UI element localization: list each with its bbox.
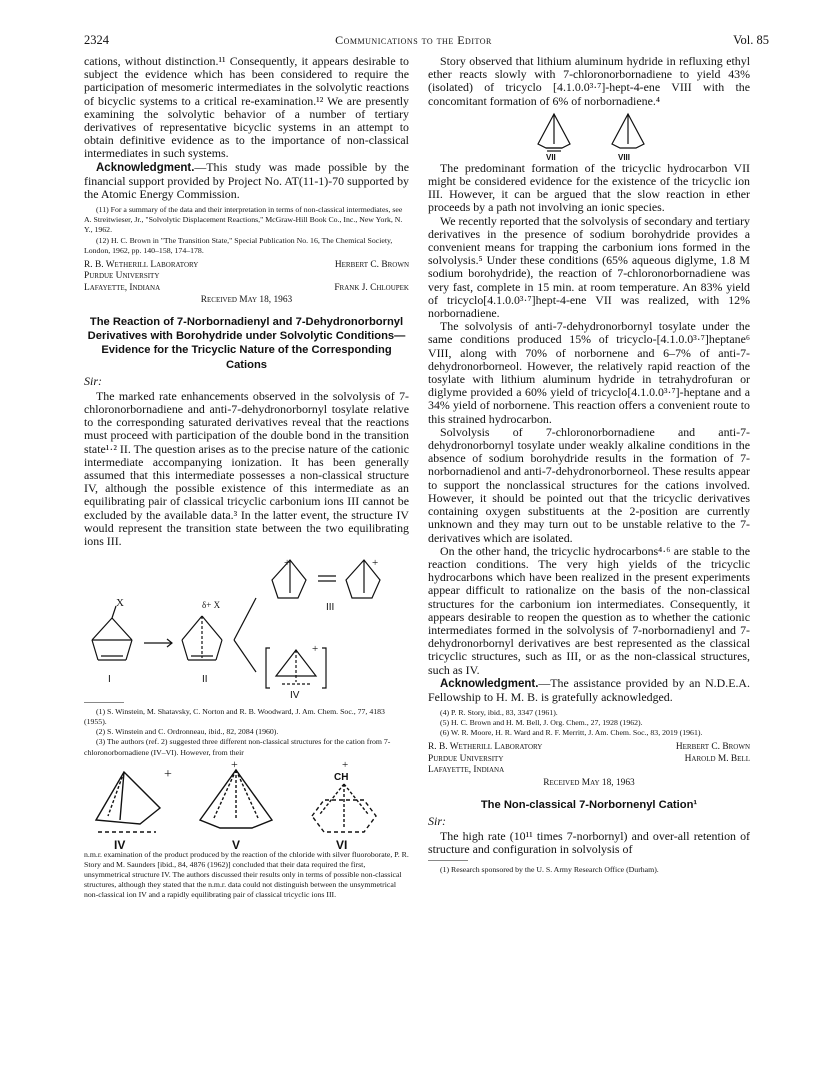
received-date-1: Received May 18, 1963	[200, 294, 293, 305]
nonclassical-structures-figure	[84, 758, 409, 850]
footnote-12: (12) H. C. Brown in "The Transition State," Special Publication No. 16, The Chemical Society, London, 1962, pp. 140–158, 174–178.	[84, 235, 393, 255]
svg-text:IV: IV	[114, 837, 126, 850]
svg-text:VI: VI	[336, 837, 348, 850]
svg-text:III: III	[326, 602, 335, 614]
paragraph-high-rate: The high rate (10¹¹ times 7-norbornyl) and over-all retention of structure and configuration in solvolysis of	[428, 828, 750, 857]
footnote-4: (4) P. R. Story, ibid., 83, 3347 (1961).	[440, 708, 558, 718]
svg-text:δ+ X: δ+ X	[202, 600, 221, 611]
sig-affiliation-lab: R. B. Wetherill Laboratory	[428, 742, 543, 753]
paragraph-rate-enhancement: The marked rate enhancements observed in the solvolysis of 7-chloronorbornadiene and anti-7-dehydronorbornyl tosylate relative to the corresponding saturated derivatives reveal that the reactions must proceed with participation of the double bond in the transition state¹·² II. The question arises as to the precise nature of the cationic intermediate accompanying ionization. It has been generally assumed that this intermediate possesses a non-classical structure IV, although the possible existence of this intermediate as an equilibrating pair of classical tricyclic carbonium ions III cannot be excluded by the available data.³ In the latter event, the structure IV would represent the transition state between the two equilibrating ions III.	[84, 388, 409, 548]
svg-text:+: +	[312, 643, 319, 656]
salutation-2: Sir:	[428, 813, 446, 828]
footnote-5: (5) H. C. Brown and H. M. Bell, J. Org. Chem., 27, 1928 (1962).	[440, 718, 643, 728]
footnote-2: (2) S. Winstein and C. Ordronneau, ibid., 82, 2084 (1960).	[96, 727, 279, 737]
svg-text:CH: CH	[334, 771, 349, 783]
svg-text:X: X	[116, 597, 124, 610]
svg-text:I: I	[108, 674, 111, 686]
structure-III	[272, 557, 380, 613]
paragraph-other-hand: On the other hand, the tricyclic hydrocarbons⁴·⁶ are stable to the reaction conditions. The very high yields of the tricyclic hydrocarbons which have been realized in the present experiments appear difficult to rationalize on the basis of the non-classical structures for the carbonium ion intermediates. Consequently, it appears desirable to reopen the question as to whether the cationic intermediates formed in the solvolysis of 7-norbornadienyl and 7-dehydronorbornyl derivatives are best represented as the classical tricyclic structures, such as III, or as the non-classical structures, such as IV.	[428, 543, 750, 677]
sig-author-1: Herbert C. Brown	[675, 742, 750, 753]
svg-text:+: +	[284, 557, 291, 570]
running-title: Communications to the Editor	[335, 33, 492, 47]
sig-author-1: Herbert C. Brown	[334, 259, 409, 270]
footnote-r1: (1) Research sponsored by the U. S. Army Research Office (Durham).	[440, 865, 659, 875]
ack-text: —The assistance provided by an N.D.E.A. Fellowship to H. M. B. is gratefully acknowledged.	[428, 675, 750, 704]
structure-VIII	[612, 114, 644, 162]
footnote-rule-2	[428, 860, 468, 861]
reaction-scheme-figure	[84, 548, 409, 698]
structure-IV	[266, 643, 326, 698]
footnote-11: (11) For a summary of the data and their interpretation in terms of non-classical intermediates, see A. Streitwieser, Jr., "Solvolytic Displacement Reactions," McGraw-Hill Book Co., Inc., New York, N. Y., 1962.	[84, 205, 403, 235]
signature-block-2	[428, 742, 750, 776]
sig-affiliation-city: Lafayette, Indiana	[84, 282, 161, 293]
article-title: The Reaction of 7-Norbornadienyl and 7-Dehydronorbornyl Derivatives with Borohydride under Solvolytic Conditions—Evidence for the Tricyclic Nature of the Corresponding Cations	[87, 315, 406, 371]
structure-II	[182, 600, 222, 685]
structure-V	[200, 758, 272, 850]
svg-text:+: +	[231, 757, 238, 771]
page-number: 2324	[84, 33, 109, 47]
structure-VII	[538, 114, 570, 162]
footnote-1: (1) S. Winstein, M. Shatavsky, C. Norton and R. B. Woodward, J. Am. Chem. Soc., 77, 4183 (1955).	[84, 707, 385, 727]
sig-author-2: Harold M. Bell	[684, 753, 750, 764]
svg-text:+: +	[372, 557, 379, 570]
structure-I	[92, 597, 132, 685]
structure-IV-large	[96, 767, 172, 850]
svg-text:+: +	[164, 766, 172, 782]
right-column	[428, 55, 750, 875]
acknowledgment-2	[428, 677, 750, 704]
sig-author-2: Frank J. Chloupek	[334, 282, 409, 293]
svg-text:IV: IV	[290, 690, 300, 699]
paragraph-recent: We recently reported that the solvolysis of secondary and tertiary derivatives in the presence of sodium borohydride provides a convenient means for trapping the carbonium ions formed in the solvolysis.⁵ Under these conditions (65% aqueous diglyme, 1.8 M sodium borohydride), the reaction of 7-chloronorbornadiene was very fast, complete in 15 min. at room temperature. An 83% yield of tricyclo[4.1.0.0³·⁷]hept-4-ene VII was realized, with 12% norbornadiene.	[428, 213, 750, 321]
footnote-rule	[84, 702, 124, 703]
acknowledgment-1	[84, 161, 409, 202]
ack-text: —This study was made possible by the financial support provided by Project No. AT(11-1)-70 supported by the Atomic Energy Commission.	[84, 159, 409, 202]
svg-text:+: +	[342, 758, 349, 771]
footnote-3-continued: n.m.r. examination of the product produced by the reaction of the chloride with silver fluoroborate, P. R. Story and M. Saunders [ibid., 84, 4876 (1962)] concluded that their data required the first, unsymmetrical structure IV. The authors discussed their results only in terms of possible non-classical structures, although they stated that the n.m.r. data could not distinguish between the unsymmetrical non-classical ion IV and a rapidly equilibrating pair of classical tricyclic ions III.	[84, 849, 409, 900]
salutation: Sir:	[84, 373, 102, 388]
tricyclic-structures-figure	[428, 108, 750, 162]
paragraph-solvolysis: Solvolysis of 7-chloronorbornadiene and anti-7-dehydronorbornyl tosylate under weakly alkaline conditions in the absence of sodium borohydride results in the formation of 7-norbornadienol and anti-7-dehydronorborneol. These results appear to support the nonclassical structures for the cations involved. However, it should be pointed out that the tricyclic derivatives containing oxygen substituents at the 2-position are currently unknown and they may turn out to be unstable relative to the 7-derivatives which are isolated.	[428, 424, 750, 545]
svg-text:V: V	[232, 837, 241, 850]
left-column	[84, 55, 409, 900]
article-title-2: The Non-classical 7-Norbornenyl Cation¹	[480, 798, 698, 811]
volume-number: Vol. 85	[733, 33, 769, 47]
received-date-2: Received May 18, 1963	[543, 777, 635, 788]
footnote-3: (3) The authors (ref. 2) suggested three different non-classical structures for the cation from 7-chloronorbornadiene (IV–VI). However, from their	[84, 737, 391, 757]
footnote-6: (6) W. R. Moore, H. R. Ward and R. F. Merritt, J. Am. Chem. Soc., 83, 2019 (1961).	[440, 728, 703, 738]
ack-heading: Acknowledgment.	[96, 161, 195, 174]
ack-heading: Acknowledgment.	[440, 677, 539, 690]
svg-text:VIII: VIII	[618, 152, 631, 162]
sig-affiliation-city: Lafayette, Indiana	[428, 765, 505, 776]
paragraph-predominant: The predominant formation of the tricyclic hydrocarbon VII might be considered evidence for the existence of the tricyclic ion III. However, it can be argued that the slow reaction in ether proceeds by a path not involving an ionic species.	[428, 160, 750, 215]
signature-block-1	[84, 260, 409, 294]
paragraph-story: Story observed that lithium aluminum hydride in refluxing ethyl ether reacts slowly with 7-chloronorbornadiene to yield 43% (isolated) of tricyclo [4.1.0.0³·⁷]-hept-4-ene VIII with the concomitant formation of 6% of norbornadiene.⁴	[428, 54, 750, 108]
svg-text:II: II	[202, 674, 208, 686]
paragraph-continued: cations, without distinction.¹¹ Consequently, it appears desirable to subject the evidence which has been considered to require the participation of mesomeric intermediates in the solvolytic reactions of bicyclic systems to a critical re-examination.¹² We are presently examining the solvolytic behavior of a number of tertiary derivatives of representative bicyclic systems in an attempt to obtain definitive evidence as to the importance of non-classical intermediates in such systems.	[84, 54, 409, 161]
sig-affiliation-univ: Purdue University	[428, 753, 504, 764]
sig-affiliation-lab: R. B. Wetherill Laboratory	[84, 259, 199, 270]
structure-VI	[312, 759, 376, 850]
svg-text:VII: VII	[546, 152, 556, 162]
sig-affiliation-univ: Purdue University	[84, 271, 160, 282]
paragraph-anti-tosylate: The solvolysis of anti-7-dehydronorbornyl tosylate under the same conditions produced 15% of tricyclo-[4.1.0.0³·⁷]heptane⁶ VIII, along with 70% of norbornene and 6–7% of anti-7-dehydronorborneol. However, the relatively rapid reaction of the tosylate with lithium aluminum hydride in tetrahydrofuran or diglyme provided a 60% yield of tricyclo[4.1.0.0³·⁷]-heptane and a 34% yield of norbornene. This reaction offers a convenient route to this strained hydrocarbon.	[428, 319, 750, 426]
